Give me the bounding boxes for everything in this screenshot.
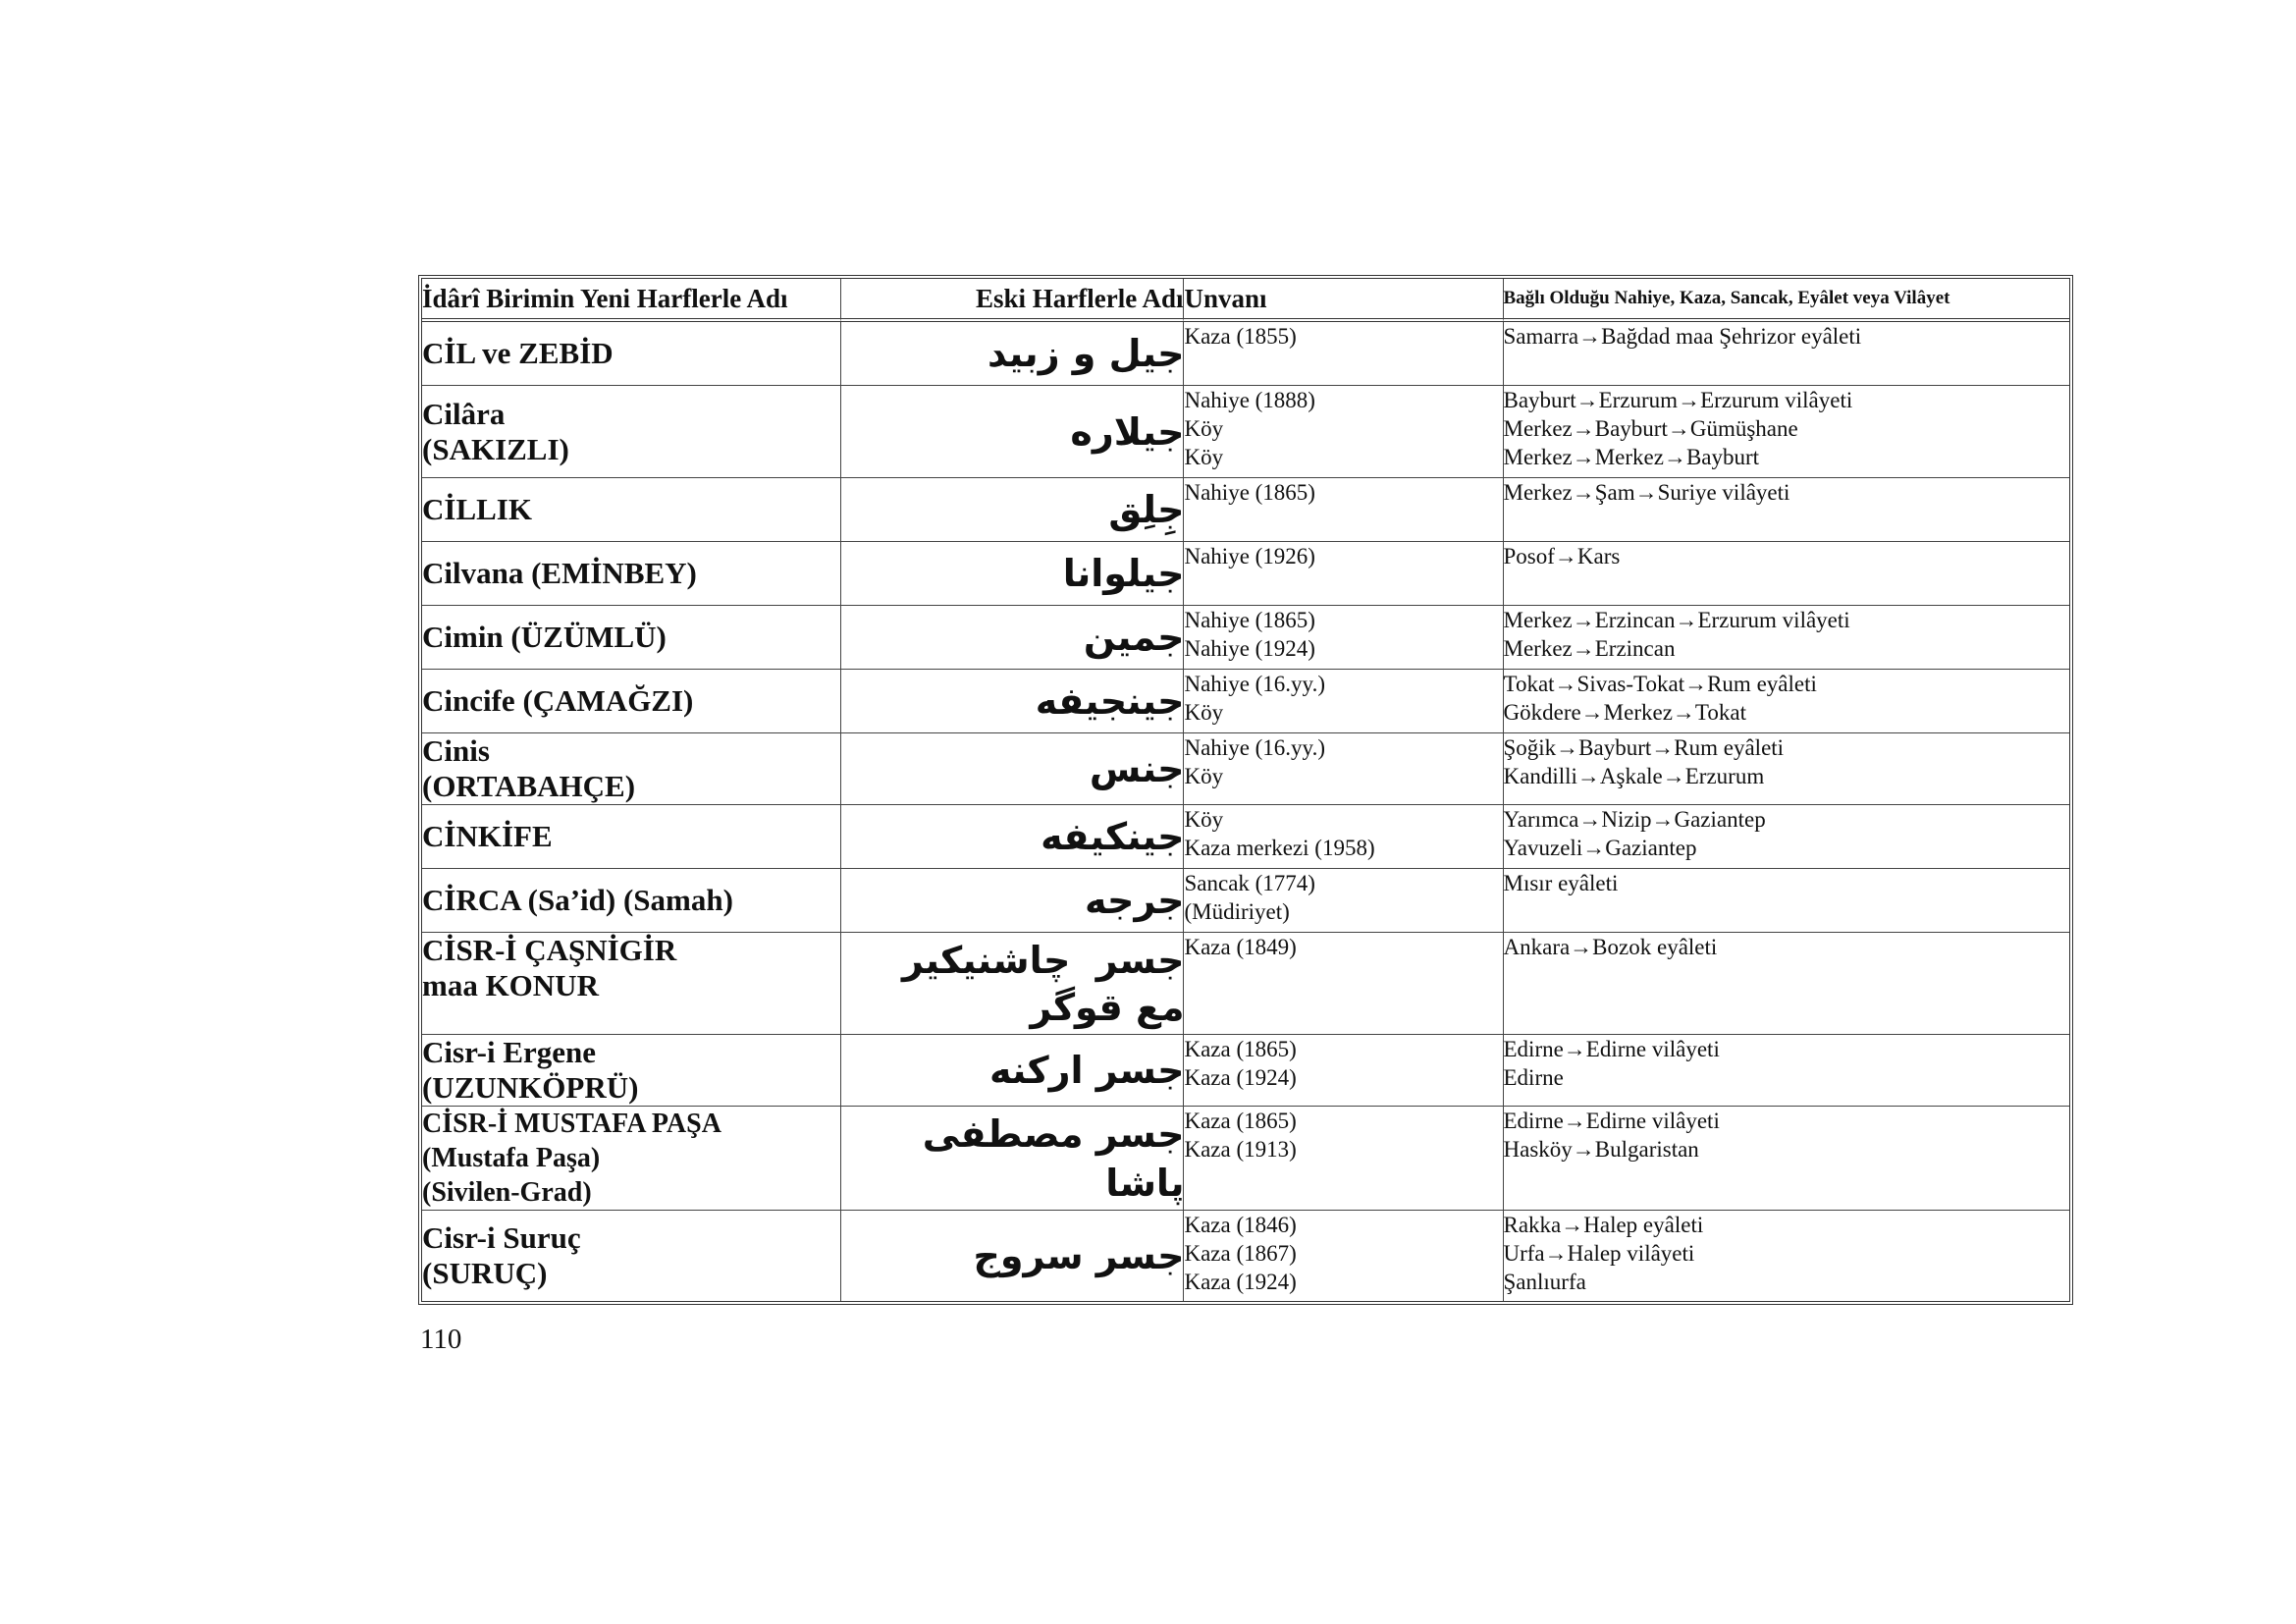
cell-unvan [1184,869,1503,933]
cell-bagli [1504,606,2070,670]
cell-unvan [1184,733,1503,805]
name-line: Cimin (ÜZÜMLÜ) [422,620,667,654]
unvan-line: Köy [1184,445,1224,469]
bagli-line: Bayburt→Erzurum→Erzurum vilâyeti [1503,388,1853,412]
cell-unvan [1184,478,1503,542]
unvan-line: Nahiye (1888) [1184,388,1315,412]
bagli-line: Merkez→Şam→Suriye vilâyeti [1503,480,1790,505]
table-row [422,670,2069,733]
unvan-line: Sancak (1774) [1184,871,1315,895]
table-header-row [422,279,2069,322]
cell-new-name [422,322,841,386]
bagli-line: Yarımca→Nizip→Gaziantep [1503,807,1766,832]
unvan-line: Nahiye (16.yy.) [1184,735,1325,760]
unvan-line: Kaza merkezi (1958) [1184,836,1375,860]
table-row [422,386,2069,478]
cell-unvan [1184,322,1503,386]
unvan-line: Kaza (1865) [1184,1109,1297,1133]
name-line: CİSR-İ ÇAŞNİGİR [422,933,677,967]
header-old-name: Eski Harflerle Adı [841,279,1184,322]
name-line: (SAKIZLI) [422,431,569,466]
cell-unvan [1184,606,1503,670]
cell-bagli [1504,322,2070,386]
name-line: (Sivilen-Grad) [422,1177,592,1208]
unvan-line: (Müdiriyet) [1184,899,1290,924]
bagli-line: Edirne→Edirne vilâyeti [1503,1109,1720,1133]
cell-new-name [422,933,841,1035]
unvan-line: Köy [1184,764,1224,788]
unvan-line: Kaza (1849) [1184,935,1297,959]
bagli-line: Posof→Kars [1503,544,1621,568]
unvan-line: Kaza (1867) [1184,1241,1297,1266]
cell-bagli [1504,670,2070,733]
cell-unvan [1184,1035,1503,1107]
name-line: CİRCA (Sa’id) (Samah) [422,883,733,917]
cell-bagli [1504,805,2070,869]
unvan-line: Köy [1184,700,1224,725]
bagli-line: Yavuzeli→Gaziantep [1503,836,1697,860]
name-line: CİSR-İ MUSTAFA PAŞA [422,1109,721,1139]
cell-bagli [1504,733,2070,805]
cell-unvan [1184,1211,1503,1301]
cell-bagli [1504,542,2070,606]
cell-unvan [1184,542,1503,606]
cell-old-name: جيلاره [841,386,1184,478]
cell-old-name: جينكيفه [841,805,1184,869]
bagli-line: Urfa→Halep vilâyeti [1503,1241,1695,1266]
table-row [422,1107,2069,1211]
cell-unvan [1184,805,1503,869]
unvan-line: Kaza (1924) [1184,1065,1297,1090]
cell-new-name [422,805,841,869]
cell-new-name [422,1211,841,1301]
name-line: (UZUNKÖPRÜ) [422,1070,639,1105]
cell-new-name [422,606,841,670]
table-row [422,869,2069,933]
cell-old-name: جسر چاشنيكير مع قوگر [841,933,1184,1035]
bagli-line: Tokat→Sivas-Tokat→Rum eyâleti [1503,672,1817,696]
cell-unvan [1184,933,1503,1035]
cell-old-name: جِلِق [841,478,1184,542]
cell-old-name: جمين [841,606,1184,670]
unvan-line: Kaza (1924) [1184,1270,1297,1294]
bagli-line: Merkez→Bayburt→Gümüşhane [1503,416,1798,441]
bagli-line: Hasköy→Bulgaristan [1503,1137,1699,1162]
cell-old-name: جسر سروج [841,1211,1184,1301]
cell-bagli [1504,1211,2070,1301]
bagli-line: Merkez→Erzincan→Erzurum vilâyeti [1503,608,1850,632]
table-row [422,1035,2069,1107]
name-line: (ORTABAHÇE) [422,769,636,803]
name-line: Cisr-i Suruç [422,1220,581,1255]
bagli-line: Samarra→Bağdad maa Şehrizor eyâleti [1503,324,1862,349]
cell-new-name [422,386,841,478]
name-line: Cilvana (EMİNBEY) [422,556,697,590]
cell-bagli [1504,386,2070,478]
cell-unvan [1184,1107,1503,1211]
cell-bagli [1504,478,2070,542]
cell-unvan [1184,386,1503,478]
cell-new-name [422,1107,841,1211]
table-row [422,322,2069,386]
cell-new-name [422,733,841,805]
header-new-name: İdârî Birimin Yeni Harflerle Adı [422,279,841,322]
bagli-line: Şanlıurfa [1503,1270,1586,1294]
bagli-line: Edirne→Edirne vilâyeti [1503,1037,1720,1061]
cell-new-name [422,1035,841,1107]
cell-old-name: جيل و زبيد [841,322,1184,386]
cell-old-name: جرجه [841,869,1184,933]
bagli-line: Rakka→Halep eyâleti [1503,1213,1704,1237]
bagli-line: Edirne [1503,1065,1564,1090]
cell-new-name [422,478,841,542]
cell-old-name: جسر مصطفى پاشا [841,1107,1184,1211]
cell-bagli [1504,1107,2070,1211]
unvan-line: Nahiye (1926) [1184,544,1315,568]
name-line: Cisr-i Ergene [422,1035,597,1069]
table-row [422,542,2069,606]
bagli-line: Ankara→Bozok eyâleti [1503,935,1718,959]
gazetteer-table [418,275,2073,1305]
unvan-line: Kaza (1865) [1184,1037,1297,1061]
cell-unvan [1184,670,1503,733]
name-line: CİNKİFE [422,819,553,853]
name-line: (SURUÇ) [422,1256,548,1290]
page-number: 110 [420,1324,462,1355]
bagli-line: Şoğik→Bayburt→Rum eyâleti [1503,735,1785,760]
bagli-line: Merkez→Erzincan [1503,636,1676,661]
unvan-line: Kaza (1855) [1184,324,1297,349]
unvan-line: Kaza (1846) [1184,1213,1297,1237]
header-unvan: Unvanı [1184,279,1503,322]
cell-old-name: جيلوانا [841,542,1184,606]
unvan-line: Nahiye (16.yy.) [1184,672,1325,696]
cell-bagli [1504,869,2070,933]
name-line: Cilâra [422,396,506,431]
cell-new-name [422,670,841,733]
name-line: CİLLIK [422,492,532,526]
cell-new-name [422,869,841,933]
cell-old-name: جنس [841,733,1184,805]
unvan-line: Köy [1184,807,1224,832]
unvan-line: Nahiye (1924) [1184,636,1315,661]
bagli-line: Kandilli→Aşkale→Erzurum [1503,764,1765,788]
name-line: Cincife (ÇAMAĞZI) [422,683,694,718]
cell-old-name: جينجيفه [841,670,1184,733]
table-row [422,1211,2069,1301]
bagli-line: Merkez→Merkez→Bayburt [1503,445,1760,469]
name-line: maa KONUR [422,968,599,1002]
unvan-line: Nahiye (1865) [1184,480,1315,505]
bagli-line: Gökdere→Merkez→Tokat [1503,700,1746,725]
bagli-line: Mısır eyâleti [1503,871,1619,895]
cell-bagli [1504,1035,2070,1107]
unvan-line: Nahiye (1865) [1184,608,1315,632]
cell-bagli [1504,933,2070,1035]
table-row [422,933,2069,1035]
name-line: (Mustafa Paşa) [422,1143,601,1173]
unvan-line: Köy [1184,416,1224,441]
name-line: CİL ve ZEBİD [422,336,614,370]
name-line: Cinis [422,733,490,768]
unvan-line: Kaza (1913) [1184,1137,1297,1162]
table-row [422,733,2069,805]
header-bagli: Bağlı Olduğu Nahiye, Kaza, Sancak, Eyâlet veya Vilâyet [1504,279,2070,322]
cell-old-name: جسر اركنه [841,1035,1184,1107]
table-row [422,805,2069,869]
cell-new-name [422,542,841,606]
table-row [422,478,2069,542]
table-row [422,606,2069,670]
